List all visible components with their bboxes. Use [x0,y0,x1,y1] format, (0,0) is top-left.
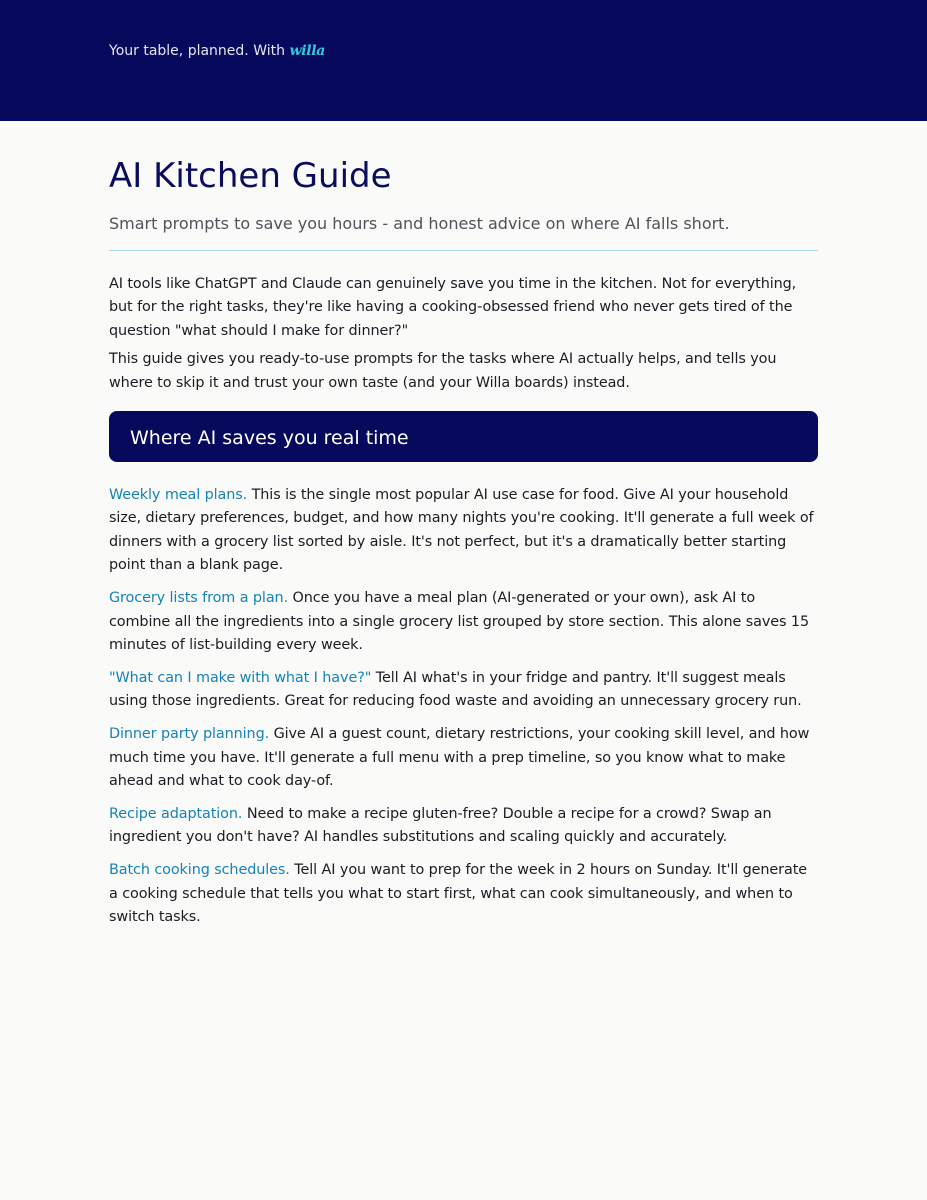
tip-item [109,803,818,850]
page-title: AI Kitchen Guide [109,156,392,196]
tip-text: Tell AI you want to prep for the week in 2 hours on Sunday. It'll generate a cooking schedule that tells you what to start first, what can cook simultaneously, and when to switch tasks. [109,862,808,925]
tip-text: Tell AI what's in your fridge and pantry. It'll suggest meals using those ingredients. Great for reducing food waste and avoiding an unnecessary grocery run. [109,669,802,710]
tip-item [109,587,818,657]
tip-text: Once you have a meal plan (AI-generated or your own), ask AI to combine all the ingredients into a single grocery list grouped by store section. This alone saves 15 minutes of list-building every week. [109,590,810,653]
tip-text: This is the single most popular AI use case for food. Give AI your household size, dietary preferences, budget, and how many nights you're cooking. It'll generate a full week of dinners with a grocery list sorted by aisle. It's not perfect, but it's a dramatically better starting point than a blank page. [109,487,814,574]
tip-lead: Grocery lists from a plan. [109,590,289,607]
tip-text: Need to make a recipe gluten-free? Double a recipe for a crowd? Swap an ingredient you don't have? AI handles substitutions and scaling quickly and accurately. [109,805,772,846]
divider [109,250,818,251]
tip-item [109,723,818,793]
intro-paragraph-2: This guide gives you ready-to-use prompts for the tasks where AI actually helps, and tells you where to skip it and trust your own taste (and your Willa boards) instead. [109,351,777,391]
tips-list [109,484,818,939]
tip-lead: "What can I make with what I have?" [109,669,372,686]
header-tagline [109,43,325,59]
brand-logo[interactable]: willa [289,43,326,59]
tip-lead: Weekly meal plans. [109,487,248,503]
tip-item [109,484,818,578]
tagline-text: Your table, planned. With [109,43,285,59]
intro-paragraph-1: AI tools like ChatGPT and Claude can genuinely save you time in the kitchen. Not for everything, but for the right tasks, they're like having a cooking-obsessed friend who never gets tired of the question "what should I make for dinner?" [109,276,797,339]
tip-lead: Recipe adaptation. [109,805,243,822]
section-banner [109,411,818,462]
tip-lead: Dinner party planning. [109,726,270,743]
page-header [0,0,927,121]
tip-item [109,859,818,929]
tip-text: Give AI a guest count, dietary restrictions, your cooking skill level, and how much time you have. It'll generate a full menu with a prep timeline, so you know what to make ahead and what to cook day-of. [109,726,810,789]
tip-lead: Batch cooking schedules. [109,862,290,879]
section-heading: Where AI saves you real time [130,427,409,449]
intro-section [109,273,818,400]
tip-item [109,667,818,714]
page-subtitle: Smart prompts to save you hours - and honest advice on where AI falls short. [109,214,730,233]
